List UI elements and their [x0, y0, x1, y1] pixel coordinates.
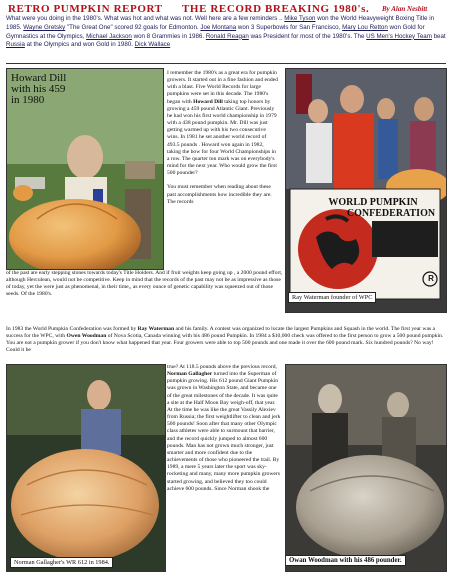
article-text: You must remember when reading about these past accomplishments how incredible they are. The records [167, 184, 272, 205]
intro-highlight: Wayne Gretsky [23, 23, 66, 31]
photo-owen-woodman [285, 364, 447, 572]
photo-norman-gallagher [6, 364, 166, 572]
intro-text: was President for most of the 1980's. The [248, 32, 367, 40]
intro-text: beat [431, 32, 446, 40]
divider [6, 63, 446, 64]
photo-ray-waterman-image [286, 69, 446, 312]
intro-text: at the Olympics and won Gold in 1980. [24, 41, 135, 49]
intro-highlight: Ronald Reagan [205, 32, 249, 40]
article-name: Howard Dill [193, 98, 223, 105]
wpc-registered-mark: R [428, 274, 434, 283]
intro-highlight: Dick Wallace [134, 41, 171, 49]
intro-highlight: Russia [6, 41, 25, 49]
photo1-overlay-line: in 1980 [11, 94, 45, 106]
article-column-2 [167, 364, 281, 493]
article-column-1 [167, 70, 279, 206]
intro-highlight: Michael Jackson [86, 32, 132, 40]
article-paragraph-records [6, 270, 286, 299]
photo1-overlay-line: Howard Dill [11, 72, 67, 84]
masthead-left-title: RETRO PUMPKIN REPORT [8, 3, 163, 15]
intro-highlight: Mike Tyson [284, 15, 316, 22]
article-text: of Nova Scotia, Canada winning with his 486 pound Pumpkin. In 1984 a $10,000 check was offered to the first person to grow a 500 pound pumpkin. You are not a pumpkin grower if you don't know what happened that year. Four growers were able to top 500 pounds and one made it over the 600 pound mark. Six hundred pounds? No way! Could it be [6, 333, 444, 354]
masthead-right-title: THE RECORD BREAKING 1980's. [182, 3, 370, 15]
article-paragraph-wpc [6, 326, 446, 355]
intro-highlight: Mary Lou Retton [342, 23, 388, 31]
byline: By Alan Nesbitt [382, 5, 428, 13]
article-name: Ray Waterman [137, 326, 175, 332]
photo-norman-gallagher-image [7, 365, 165, 571]
wpc-sign-line: CONFEDERATION [346, 208, 436, 219]
wpc-sign-line: WORLD PUMPKIN [328, 197, 418, 208]
intro-highlight: US Men's Hockey Team [366, 32, 432, 40]
photo-howard-dill [6, 68, 164, 270]
article-name: Norman Gallagher [167, 371, 213, 378]
intro-text: won 3 Superbowls for San Francisco, [236, 23, 343, 31]
article-text: I remember the 1980's as a great era for pumpkin growers. It started out in a fine fashion and ended with a blast. Five World Records for large pumpkins were set in this decade. The 1980's began with [167, 70, 278, 105]
photo-caption-norman-gallagher: Norman Gallagher's WR 612 in 1984. [10, 557, 113, 568]
intro-text: "The Great One" scored 92 goals for Edmonton. [65, 23, 201, 31]
photo1-overlay-line: with his 459 [11, 83, 66, 95]
photo-ray-waterman [285, 68, 447, 313]
photo-caption-ray-waterman: Ray Waterman founder of WPC [288, 292, 376, 303]
article-text: true? At 118.5 pounds above the previous record, [167, 364, 277, 370]
intro-text: What were you doing in the 1980's. What was hot and what was not. Well here are a few reminders .. [6, 15, 285, 22]
intro-paragraph [6, 15, 446, 50]
article-name: Owen Woodman [66, 333, 107, 340]
article-text: of the past are early stepping stones towards today's Title Holders. And if fruit weights keep going up , a 2000 pound effort, although Herculean, would not be competitive. Keep in mind that the records of the past may not be as impressive as those of today, yet the were just as phenomenal, in their time,, as every ounce of genetic capability was squeezed out of those seeds. Of the 1980's. [6, 270, 283, 298]
masthead [6, 3, 446, 14]
article-text: and his family. A contest was organized to locate the largest Pumpkins and Squash in the world. The first year was a success for the WPC, with [6, 326, 436, 340]
article-text: At the time he was like the great Vassily Alexiev from Russia; the first weightlifter to clean and jerk 500 pounds! Soon after that many other Olympic class athletes were able to surmount that barrier, and the record quickly jumped to almost 600 pounds. Man has not grown much stronger, just smarter and more confident due to the achievements of those who pioneered the trail. By 1989, a mere 5 years later the sport was sky-rocketing and many, many more pumpkin growers started growing, and believed they too could achieve 600 pounds. Since Norman shook the [167, 406, 281, 492]
intro-text: won 8 Grammies in 1986. [131, 32, 206, 40]
photo-owen-woodman-image [286, 365, 446, 571]
article-text: In 1983 the World Pumpkin Confederation was formed by [6, 326, 138, 332]
intro-text: won the World Heavyweight Boxing Title in 1985. [6, 15, 435, 31]
article-text: taking top honors by growing a 459 pound Atlantic Giant. Previously he had won his first world championship in 1979 with a 438 pound pumpkin. Mr. Dill was just getting warmed up with his two consecutive wins. In 1981 he set another world record of 493.5 pounds . Howard won again in 1982, taking the bow for four World Championships in a row. The quarter ton mark was on everybody's mind for the next year. Who would grow the first 500 pounder? [167, 98, 277, 177]
intro-highlight: Joe Montana [200, 23, 237, 31]
intro-text: won Gold for Gymnastics at the Olympics, [6, 23, 425, 40]
photo-caption-owen-woodman: Owan Woodman with his 486 pounder. [285, 555, 406, 566]
article-text: turned into the Superman of pumpkin growing. His 612 pound Giant Pumpkin was grown in Washington State, and became one of the great milestones of the decade. It was quite a site at the Half Moon Bay weigh-off, that year. [167, 371, 279, 406]
